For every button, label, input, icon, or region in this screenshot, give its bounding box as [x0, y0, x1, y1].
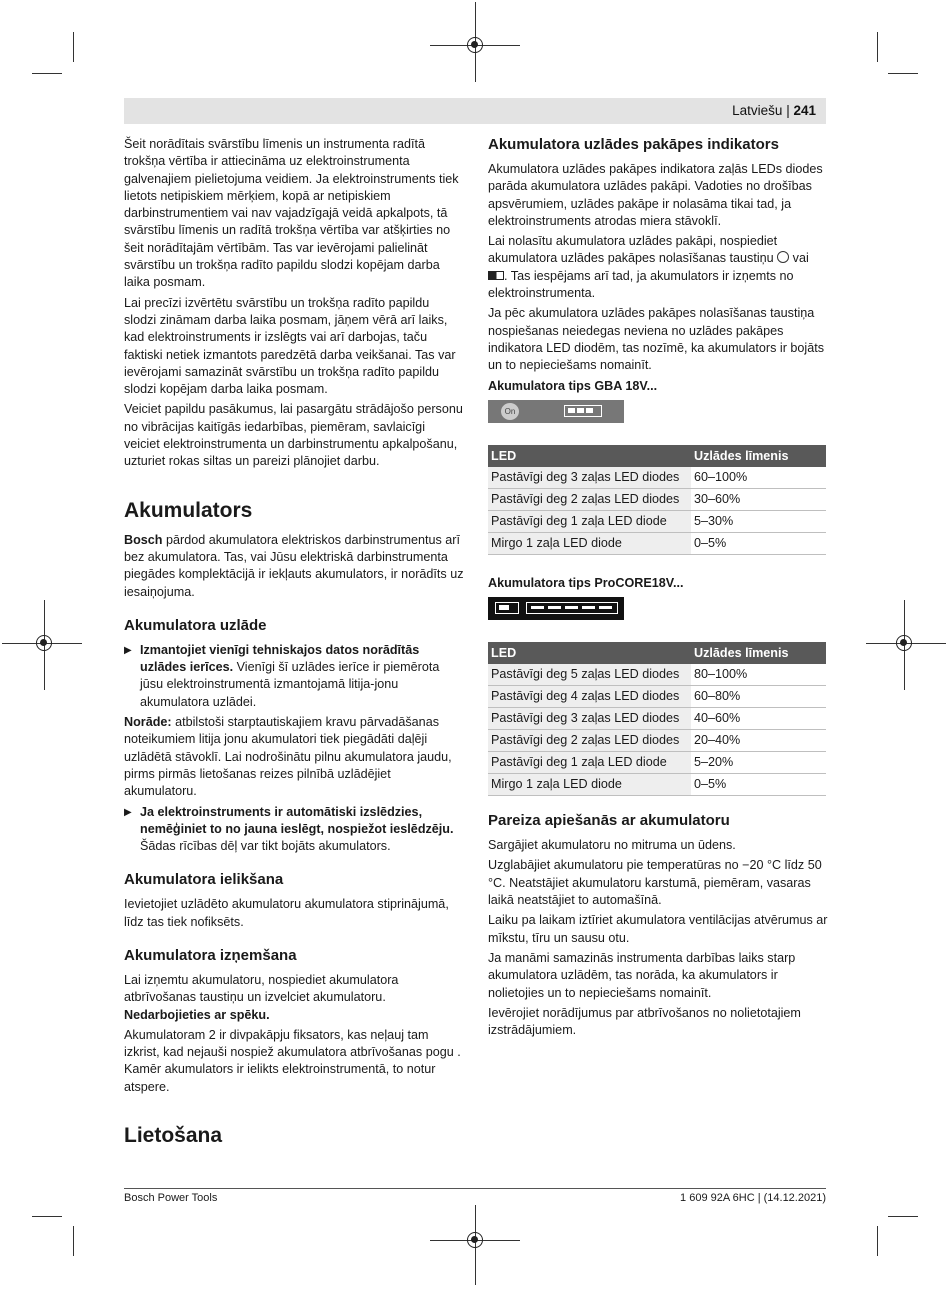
led-state-cell: Pastāvīgi deg 2 zaļas LED diodes [488, 730, 691, 752]
pro-title: Akumulatora tips ProCORE18V... [488, 575, 684, 590]
header-language: Latviešu [732, 103, 783, 118]
gba-battery-indicator-image [488, 400, 624, 423]
paragraph: Bosch pārdod akumulatora elektriskos darbinstrumentus arī bez akumulatora. Tas, vai Jūsu elektriskā darbinstrumenta piegādes komplektācijā ir iekļauts akumulators, ir norādīts uz iesaiņojuma. [124, 532, 464, 599]
table-row [488, 752, 826, 774]
led-state-cell: Pastāvīgi deg 1 zaļa LED diode [488, 510, 691, 532]
paragraph: Akumulatoram 2 ir divpakāpju fiksators, kas neļauj tam izkrist, kad nejauši nospiež akumulatora atbrīvošanas pogu . Kamēr akumulators ir ielikts elektroinstrumentā, to notur atspere. [124, 1027, 461, 1094]
gba-charge-table [488, 445, 826, 555]
registration-mark-icon [467, 1232, 483, 1248]
charge-level-cell: 5–30% [691, 510, 826, 532]
charge-level-cell: 60–80% [691, 686, 826, 708]
table-row [488, 686, 826, 708]
procore-charge-table [488, 642, 826, 796]
registration-mark-icon [36, 635, 52, 651]
crop-mark [73, 1226, 74, 1256]
paragraph: Šeit norādītais svārstību līmenis un instrumenta radītā trokšņa vērtība ir attiecināma uz elektroinstrumenta galvenajiem pielietojuma veidiem. Ja elektroinstruments tiek lietots netipiskiem mērķiem, kopā ar netipiskiem darbinstrumentiem vai nav vajadzīgajā veidā apkalpots, tā svārstību līmenis un radītā trokšņa vērtība var atšķirties no šeit norādītajām vērtībām. Tas var ievērojami palielināt svārstību un trokšņa radīto papildu slodzi kopējam darba laika posmam. [124, 137, 459, 290]
paragraph: Lai izņemtu akumulatoru, nospiediet akumulatora atbrīvošanas taustiņu un izvelciet akumulatoru. [124, 972, 399, 1005]
gba-title: Akumulatora tips GBA 18V... [488, 378, 658, 393]
bullet-item: ▶ Izmantojiet vienīgi tehniskajos datos norādītās uzlādes ierīces. Vienīgi šī uzlādes ierīce ir piemērota jūsu elektroinstrumentā izmantojamā litija-jonu akumulatora uzlādei. [124, 642, 440, 709]
charge-level-cell: 30–60% [691, 488, 826, 510]
bullet-item: ▶ Ja elektroinstruments ir automātiski izslēdzies, nemēģiniet to no jauna ieslēgt, nospiežot ieslēdzēju. Šādas rīcības dēļ var tikt bojāts akumulators. [124, 804, 454, 854]
paragraph: Akumulatora uzlādes pakāpes indikatora zaļās LEDs diodes parāda akumulatora uzlādes pakāpi. Vadoties no drošības apsvērumiem, uzlādes pakāpe ir nolasāma tikai tad, ja elektroinstruments atrodas miera stāvoklī. [488, 162, 823, 228]
crop-mark [32, 73, 62, 74]
table-row [488, 467, 826, 489]
paragraph: Uzglabājiet akumulatoru pie temperatūras no −20 °C līdz 50 °C. Neatstājiet akumulatoru karstumā, piemēram, vasaras laikā neatstājiet to automašīnā. [488, 858, 822, 908]
table-row [488, 708, 826, 730]
header-text [732, 103, 816, 118]
heading-lietosana: Lietošana [124, 1124, 223, 1147]
procore-battery-indicator-image [488, 597, 624, 620]
battery-leds-icon [564, 405, 602, 417]
paragraph: Lai nolasītu akumulatora uzlādes pakāpi, nospiediet akumulatora uzlādes pakāpes nolasīšanas taustiņu vai . Tas iespējams arī tad, ja akumulators ir izņemts no elektroinstrumenta. [488, 234, 809, 301]
battery-icon [495, 602, 519, 614]
crop-mark [877, 1226, 878, 1256]
charge-level-cell: 40–60% [691, 708, 826, 730]
right-column [488, 136, 828, 1042]
table-header: Uzlādes līmenis [691, 445, 826, 467]
led-state-cell: Pastāvīgi deg 2 zaļas LED diodes [488, 488, 691, 510]
on-button-icon: On [501, 403, 519, 420]
crop-mark [888, 1216, 918, 1217]
table-row [488, 664, 826, 686]
crop-mark [888, 73, 918, 74]
led-state-cell: Pastāvīgi deg 1 zaļa LED diode [488, 752, 691, 774]
page-number: 241 [793, 103, 816, 118]
footer-doc-id: 1 609 92A 6HC | (14.12.2021) [680, 1192, 826, 1204]
battery-icon [488, 271, 504, 280]
charge-level-cell: 0–5% [691, 774, 826, 796]
charge-level-cell: 20–40% [691, 730, 826, 752]
led-state-cell: Pastāvīgi deg 3 zaļas LED diodes [488, 708, 691, 730]
heading-indikators: Akumulatora uzlādes pakāpes indikators [488, 136, 779, 153]
table-row [488, 510, 826, 532]
paragraph: Sargājiet akumulatoru no mitruma un ūdens. [488, 838, 736, 853]
heading-pareiza: Pareiza apiešanās ar akumulatoru [488, 812, 730, 830]
charge-level-cell: 0–5% [691, 532, 826, 554]
led-state-cell: Pastāvīgi deg 3 zaļas LED diodes [488, 467, 691, 489]
table-header: LED [488, 445, 691, 467]
table-row [488, 774, 826, 796]
note: Norāde: atbilstoši starptautiskajiem kravu pārvadāšanas noteikumiem litija jonu akumulatori tiek piegādāti daļēji uzlādētā stāvoklī. Lai nodrošinātu pilnu akumulatora jaudu, pirms pirmās lietošanas reizes pilnībā uzlādējiet akumulatoru. [124, 715, 452, 799]
charge-level-cell: 80–100% [691, 664, 826, 686]
paragraph: Ja manāmi samazinās instrumenta darbības laiks starp akumulatora uzlādēm, tas norāda, ka akumulators ir nolietojies un to nepieciešams nomainīt. [488, 950, 796, 1000]
registration-mark-icon [467, 37, 483, 53]
charge-level-cell: 60–100% [691, 467, 826, 489]
led-state-cell: Pastāvīgi deg 5 zaļas LED diodes [488, 664, 691, 686]
power-button-icon [777, 251, 789, 263]
page-header [124, 98, 826, 124]
led-state-cell: Pastāvīgi deg 4 zaļas LED diodes [488, 686, 691, 708]
table-row [488, 532, 826, 554]
heading-akumulators: Akumulators [124, 498, 253, 522]
battery-leds-icon [526, 602, 618, 614]
heading-uzlade: Akumulatora uzlāde [124, 616, 267, 634]
led-state-cell: Mirgo 1 zaļa LED diode [488, 532, 691, 554]
arrow-right-icon: ▶ [124, 644, 132, 656]
paragraph-bold: Nedarbojieties ar spēku. [124, 1007, 270, 1022]
paragraph: Veiciet papildu pasākumus, lai pasargātu strādājošo personu no vibrācijas kaitīgās iedarbības, piemēram, savlaicīgi veiciet elektroinstrumenta un darbinstrumentu apkalpošanu, uzturiet rokas siltas un pareizi plānojiet darbu. [124, 402, 463, 469]
table-row [488, 730, 826, 752]
left-column [124, 136, 464, 1099]
table-header: LED [488, 642, 691, 664]
crop-mark [32, 1216, 62, 1217]
paragraph: Ievērojiet norādījumus par atbrīvošanos no nolietotajiem izstrādājumiem. [488, 1005, 801, 1038]
arrow-right-icon: ▶ [124, 806, 132, 818]
table-header: Uzlādes līmenis [691, 642, 826, 664]
paragraph: Lai precīzi izvērtētu svārstību un trokšņa radīto papildu slodzi zināmam darba laika posmam, jāņem vērā arī laiks, kad elektroinstruments ir izslēgts vai arī darbojas, taču faktiski netiek izmantots paredzētā darba veikšanai. Tas var ievērojami samazināt svārstību un trokšņa radīto papildu slodzi kopējam darba laika posmam. [124, 295, 456, 397]
paragraph: Ja pēc akumulatora uzlādes pakāpes nolasīšanas taustiņa nospiešanas neiedegas neviena no uzlādes pakāpes indikatora LED diodēm, tas nozīmē, ka akumulators ir bojāts un to nepieciešams nomainīt. [488, 306, 824, 373]
registration-mark-icon [896, 635, 912, 651]
footer-divider [124, 1188, 826, 1189]
led-state-cell: Mirgo 1 zaļa LED diode [488, 774, 691, 796]
footer-brand: Bosch Power Tools [124, 1192, 218, 1204]
paragraph: Laiku pa laikam iztīriet akumulatora ventilācijas atvērumus ar mīkstu, tīru un sausu otu. [488, 913, 828, 945]
charge-level-cell: 5–20% [691, 752, 826, 774]
heading-iznemsana: Akumulatora izņemšana [124, 946, 297, 964]
heading-ieliksana: Akumulatora ielikšana [124, 871, 284, 889]
header-separator: | [786, 103, 790, 118]
table-row [488, 488, 826, 510]
paragraph: Ievietojiet uzlādēto akumulatoru akumulatora stiprinājumā, līdz tas tiek nofiksēts. [124, 897, 449, 929]
crop-mark [877, 32, 878, 62]
crop-mark [73, 32, 74, 62]
